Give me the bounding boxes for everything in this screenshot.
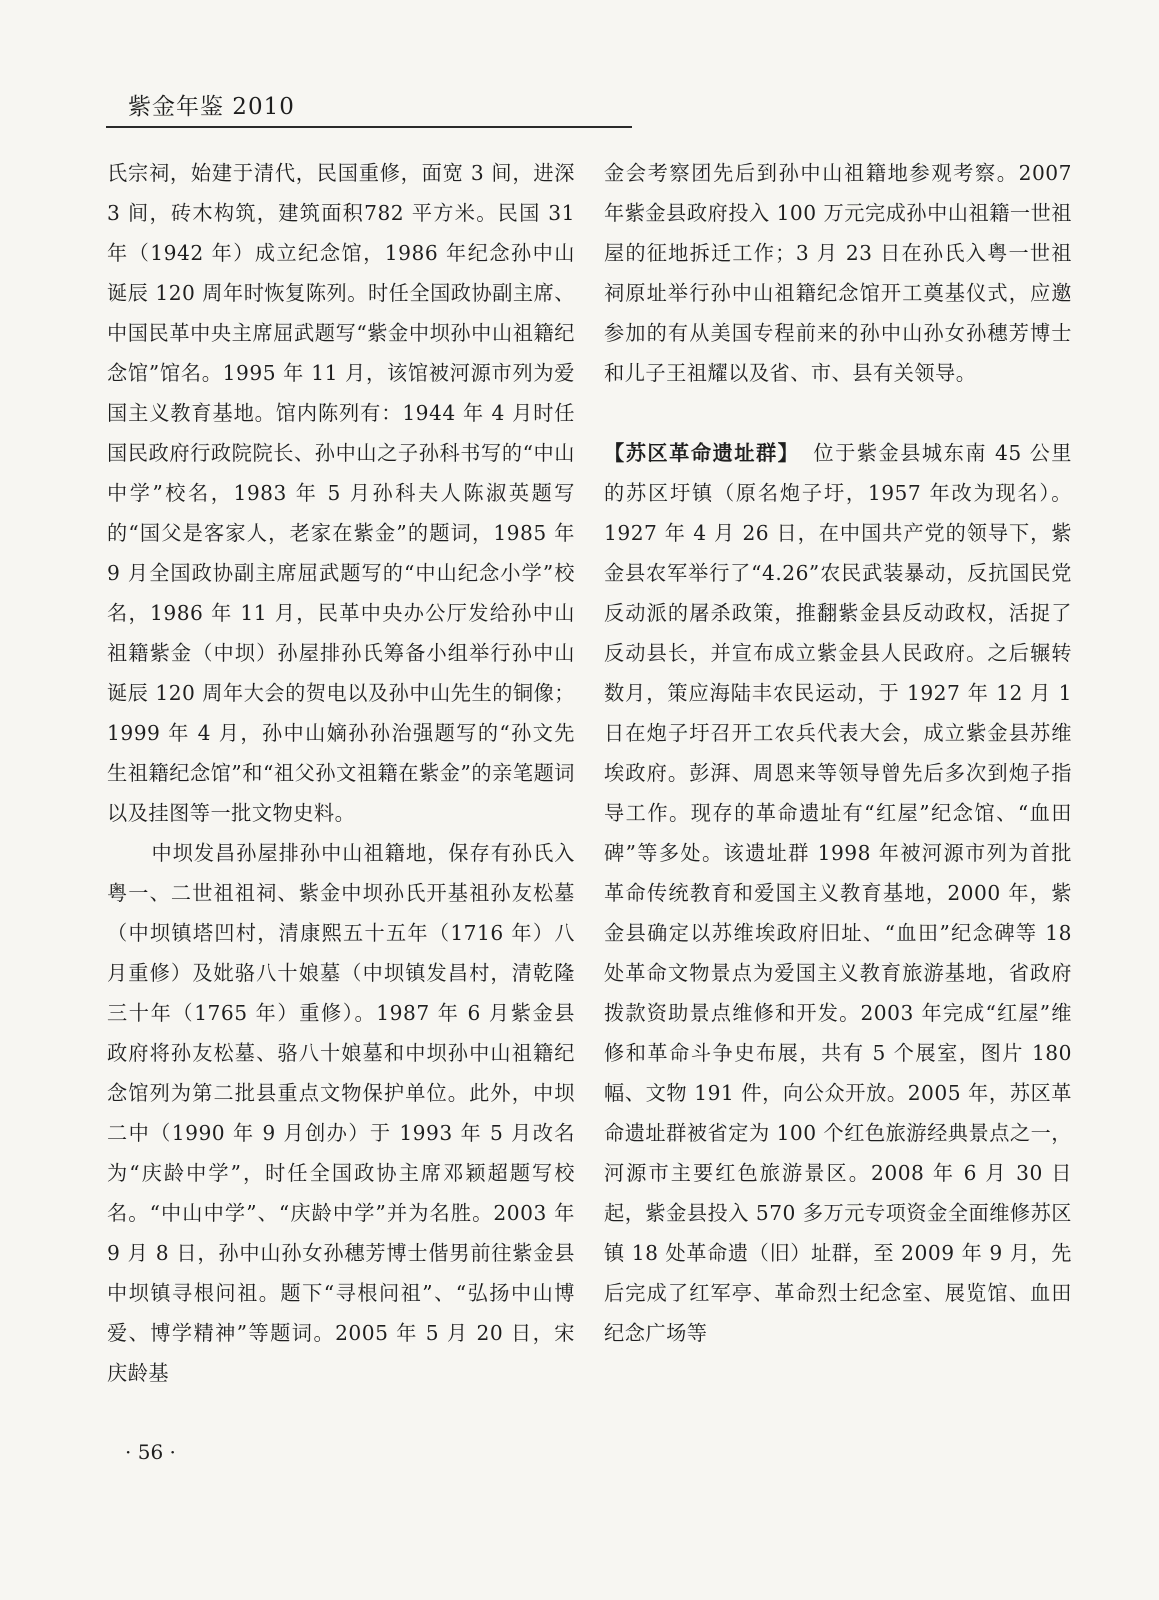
left-paragraph-1: 氏宗祠，始建于清代，民国重修，面宽 3 间，进深3 间，砖木构筑，建筑面积782 平方米。民国 31 年（1942 年）成立纪念馆，1986 年纪念孙中山诞辰 120 周年时恢复陈列。时任全国政协副主席、中国民革中央主席屈武题写“紫金中坝孙中山祖籍纪念馆”馆名。1995 年 11 月，该馆被河源市列为爱国主义教育基地。馆内陈列有：1944 年 4 月时任国民政府行政院院长、孙中山之子孙科书写的“中山中学”校名，1983 年 5 月孙科夫人陈淑英题写的“国父是客家人，老家在紫金”的题词，1985 年 9 月全国政协副主席屈武题写的“中山纪念小学”校名，1986 年 11 月，民革中央办公厅发给孙中山祖籍紫金（中坝）孙屋排孙氏筹备小组举行孙中山诞辰 120 周年大会的贺电以及孙中山先生的铜像；1999 年 4 月，孙中山嫡孙孙治强题写的“孙文先生祖籍纪念馆”和“祖父孙文祖籍在紫金”的亲笔题词以及挂图等一批文物史料。 [107, 161, 575, 825]
running-title: 紫金年鉴 2010 [128, 94, 295, 120]
entry-title: 【苏区革命遗址群】 [604, 441, 800, 465]
entry-body: 位于紫金县城东南 45 公里的苏区圩镇（原名炮子圩，1957 年改为现名）。1927 年 4 月 26 日，在中国共产党的领导下，紫金县农军举行了“4.26”农民武装暴动，反抗国民党反动派的屠杀政策，推翻紫金县反动政权，活捉了反动县长，并宣布成立紫金县人民政府。之后辗转数月，策应海陆丰农民运动，于 1927 年 12 月 1 日在炮子圩召开工农兵代表大会，成立紫金县苏维埃政府。彭湃、周恩来等领导曾先后多次到炮子指导工作。现存的革命遗址有“红屋”纪念馆、“血田碑”等多处。该遗址群 1998 年被河源市列为首批革命传统教育和爱国主义教育基地，2000 年，紫金县确定以苏维埃政府旧址、“血田”纪念碑等 18 处革命文物景点为爱国主义教育旅游基地，省政府拨款资助景点维修和开发。2003 年完成“红屋”维修和革命斗争史布展，共有 5 个展室，图片 180 幅、文物 191 件，向公众开放。2005 年，苏区革命遗址群被省定为 100 个红色旅游经典景点之一，河源市主要红色旅游景区。2008 年 6 月 30 日起，紫金县投入 570 多万元专项资金全面维修苏区镇 18 处革命遗（旧）址群，至 2009 年 9 月，先后完成了红军亭、革命烈士纪念室、展览馆、血田纪念广场等 [604, 441, 1072, 1345]
page-number: · 56 · [125, 1440, 176, 1464]
entry-suqu-revolutionary-sites [604, 433, 1072, 1353]
left-paragraph-2: 中坝发昌孙屋排孙中山祖籍地，保存有孙氏入粤一、二世祖祖祠、紫金中坝孙氏开基祖孙友松墓（中坝镇塔凹村，清康熙五十五年（1716 年）八月重修）及妣骆八十娘墓（中坝镇发昌村，清乾隆三十年（1765 年）重修）。1987 年 6 月紫金县政府将孙友松墓、骆八十娘墓和中坝孙中山祖籍纪念馆列为第二批县重点文物保护单位。此外，中坝二中（1990 年 9 月创办）于 1993 年 5 月改名为“庆龄中学”，时任全国政协主席邓颖超题写校名。“中山中学”、“庆龄中学”并为名胜。2003 年 9 月 8 日，孙中山孙女孙穗芳博士偕男前往紫金县中坝镇寻根问祖。题下“寻根问祖”、“弘扬中山博爱、博学精神”等题词。2005 年 5 月 20 日，宋庆龄基 [107, 841, 575, 1385]
right-paragraph-1: 金会考察团先后到孙中山祖籍地参观考察。2007 年紫金县政府投入 100 万元完成孙中山祖籍一世祖屋的征地拆迁工作；3 月 23 日在孙氏入粤一世祖祠原址举行孙中山祖籍纪念馆开工奠基仪式，应邀参加的有从美国专程前来的孙中山孙女孙穗芳博士和儿子王祖耀以及省、市、县有关领导。 [604, 161, 1072, 385]
right-column [604, 153, 1072, 1353]
header-rule [106, 126, 632, 128]
left-column [107, 153, 575, 1393]
